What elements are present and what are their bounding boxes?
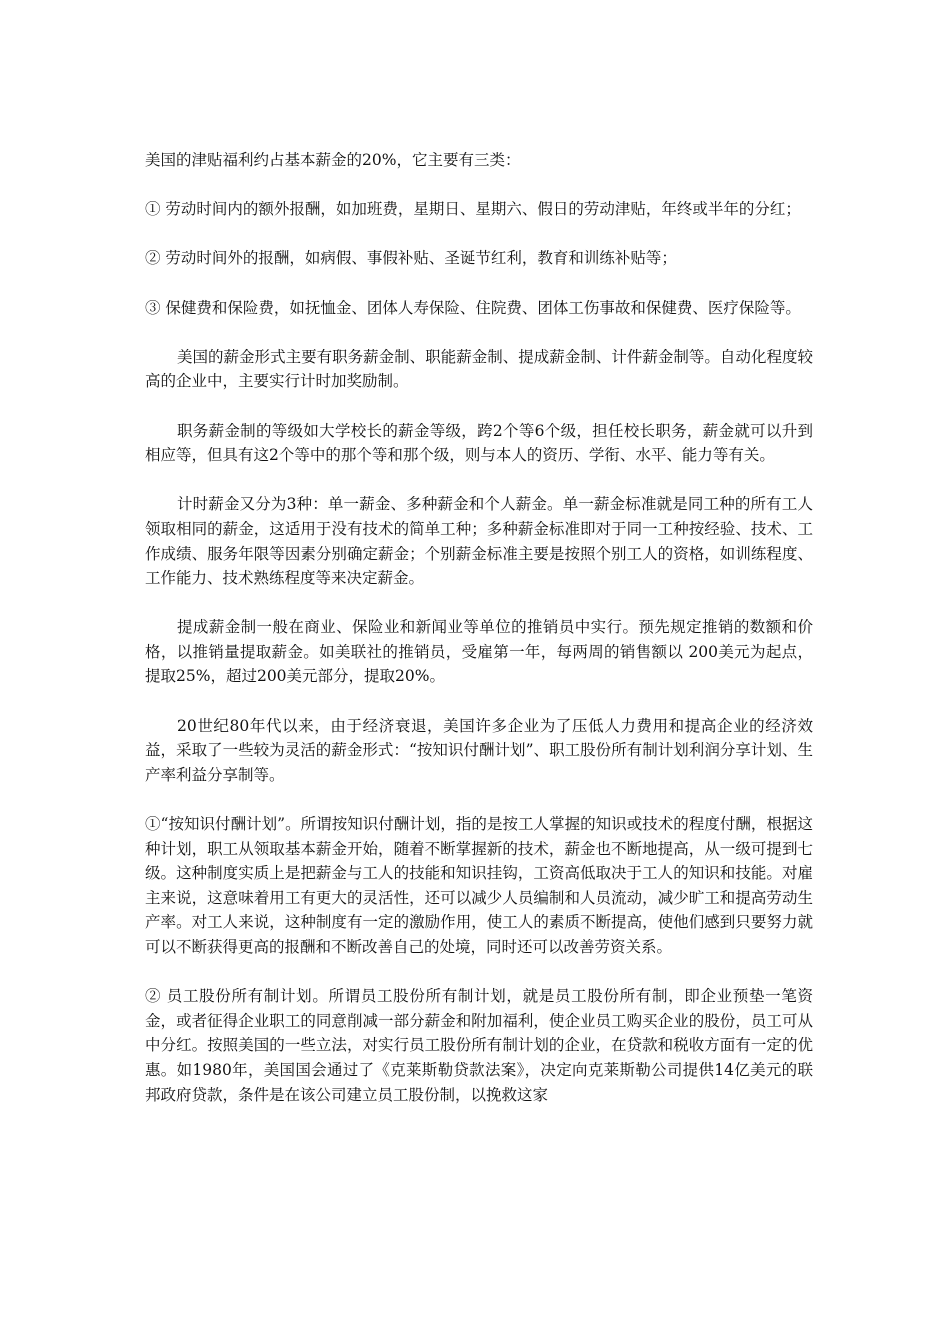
paragraph-knowledge-pay-plan: ①“按知识付酬计划”。所谓按知识付酬计划，指的是按工人掌握的知识或技术的程度付酬，根据这种计划，职工从领取基本薪金开始，随着不断掌握新的技术，薪金也不断地提高，从一级可提到七级。这种制度实质上是把薪金与工人的技能和知识挂钩，工资高低取决于工人的知识和技能。对雇主来说，这意味着用工有更大的灵活性，还可以减少人员编制和人员流动，减少旷工和提高劳动生产率。对工人来说，这种制度有一定的激励作用，使工人的素质不断提高，使他们感到只要努力就可以不断获得更高的报酬和不断改善自己的处境，同时还可以改善劳资关系。 bbox=[145, 815, 813, 956]
paragraph-salary-forms: 美国的薪金形式主要有职务薪金制、职能薪金制、提成薪金制、计件薪金制等。自动化程度较高的企业中，主要实行计时加奖励制。 bbox=[145, 347, 813, 391]
paragraph-allowance-item-3: ③ 保健费和保险费，如抚恤金、团体人寿保险、住院费、团体工伤事故和保健费、医疗保险等。 bbox=[145, 298, 801, 317]
paragraph-position-salary: 职务薪金制的等级如大学校长的薪金等级，跨2个等6个级，担任校长职务，薪金就可以升到相应等，但具有这2个等中的那个等和那个级，则与本人的资历、学衔、水平、能力等有关。 bbox=[145, 421, 813, 465]
paragraph-time-salary: 计时薪金又分为3种：单一薪金、多种薪金和个人薪金。单一薪金标准就是同工种的所有工人领取相同的薪金，这适用于没有技术的简单工种；多种薪金标准即对于同一工种按经验、技术、工作成绩、服务年限等因素分别确定薪金；个别薪金标准主要是按照个别工人的资格，如训练程度、工作能力、技术熟练程度等来决定薪金。 bbox=[145, 495, 813, 588]
paragraph-allowance-item-1: ① 劳动时间内的额外报酬，如加班费，星期日、星期六、假日的劳动津贴，年终或半年的分红； bbox=[145, 200, 801, 219]
paragraph-allowance-intro: 美国的津贴福利约占基本薪金的20%，它主要有三类： bbox=[145, 151, 521, 169]
document-body bbox=[145, 148, 813, 1107]
paragraph-employee-stock-plan: ② 员工股份所有制计划。所谓员工股份所有制计划，就是员工股份所有制，即企业预垫一笔资金，或者征得企业职工的同意削减一部分薪金和附加福利，使企业员工购买企业的股份，员工可从中分红。按照美国的一些立法，对实行员工股份所有制计划的企业，在贷款和税收方面有一定的优惠。如1980年，美国国会通过了《克莱斯勒贷款法案》，决定向克莱斯勒公司提供14亿美元的联邦政府贷款，条件是在该公司建立员工股份制，以挽救这家 bbox=[145, 987, 813, 1104]
paragraph-commission-salary: 提成薪金制一般在商业、保险业和新闻业等单位的推销员中实行。预先规定推销的数额和价格，以推销量提取薪金。如美联社的推销员，受雇第一年，每两周的销售额以 200美元为起点，提取25%，超过200美元部分，提取20%。 bbox=[145, 618, 813, 686]
paragraph-flexible-salary: 20世纪80年代以来，由于经济衰退，美国许多企业为了压低人力费用和提高企业的经济效益，采取了一些较为灵活的薪金形式：“按知识付酬计划”、职工股份所有制计划利润分享计划、生产率利益分享制等。 bbox=[145, 716, 813, 784]
paragraph-allowance-item-2: ② 劳动时间外的报酬，如病假、事假补贴、圣诞节红利，教育和训练补贴等； bbox=[145, 249, 677, 268]
